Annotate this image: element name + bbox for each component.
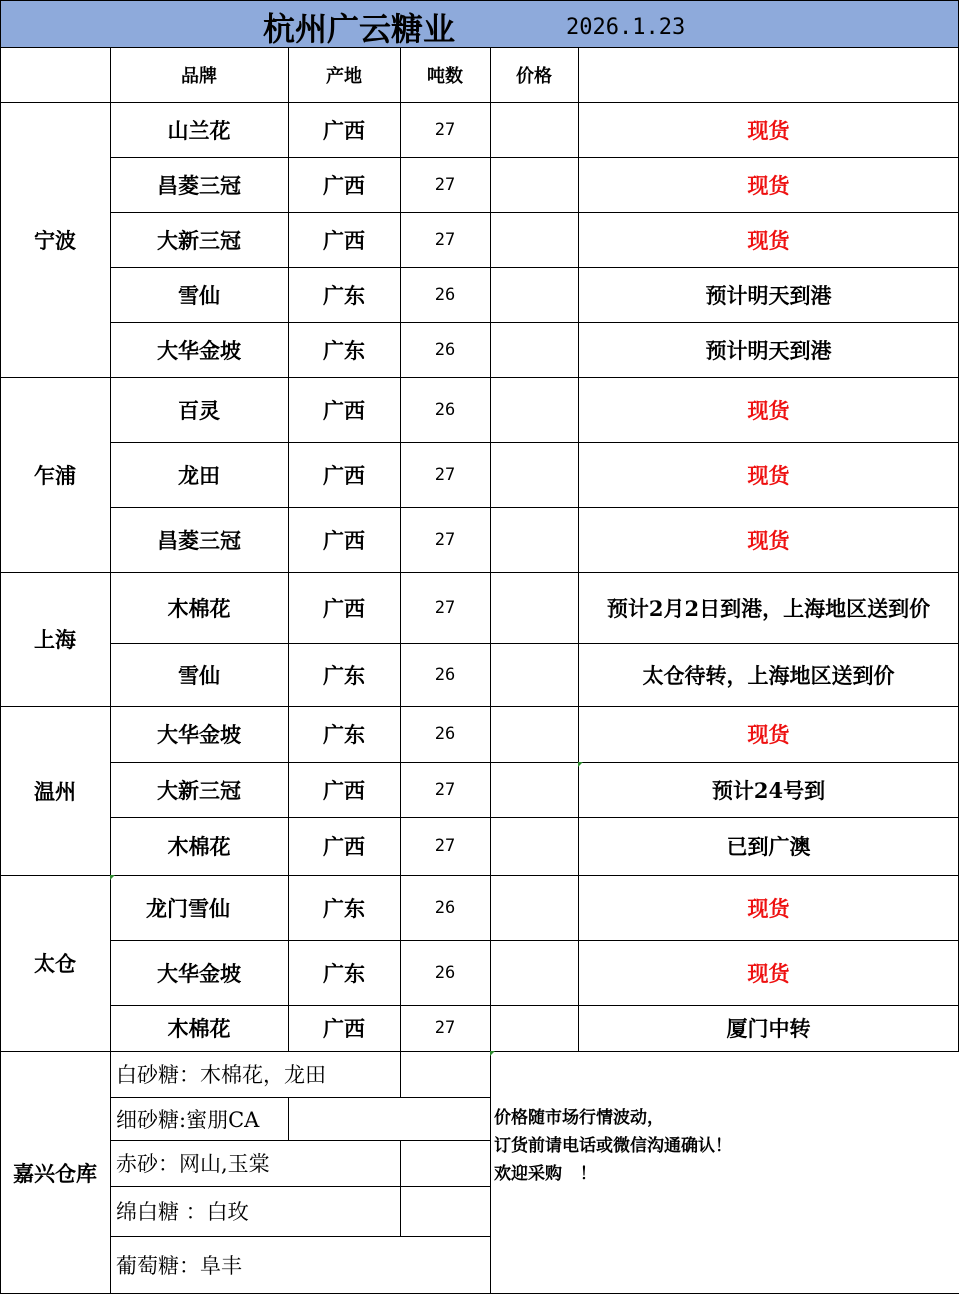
brand-cell: 大华金坡 — [157, 337, 241, 363]
tons-cell: 26 — [434, 962, 456, 983]
origin-cell: 广东 — [323, 282, 365, 308]
price-cell — [490, 322, 578, 377]
tons-cell: 27 — [434, 836, 456, 856]
tons-cell: 26 — [434, 399, 456, 420]
status-cell: 现货 — [747, 895, 790, 921]
tons-cell: 26 — [434, 339, 456, 360]
status-cell: 预计明天到港 — [705, 337, 832, 363]
brand-cell: 大新三冠 — [157, 227, 241, 253]
price-note: 价格随市场行情波动， 订货前请电话或微信沟通确认！ 欢迎采购 ！ — [494, 1108, 732, 1184]
brand-cell: 龙门雪仙 — [146, 895, 230, 921]
tons-cell: 26 — [434, 897, 456, 918]
tons-cell: 26 — [434, 284, 456, 305]
warehouse-item: 细砂糖:蜜朋CA — [116, 1107, 260, 1132]
tons-cell: 27 — [434, 174, 456, 195]
status-cell: 现货 — [747, 227, 790, 253]
origin-cell: 广西 — [323, 527, 365, 553]
price-cell — [490, 157, 578, 212]
origin-cell: 广西 — [323, 1016, 365, 1041]
brand-cell: 雪仙 — [178, 282, 220, 308]
tons-cell: 27 — [434, 229, 456, 250]
status-cell: 太仓待转，上海地区送到价 — [642, 662, 895, 688]
brand-cell: 百灵 — [178, 397, 220, 423]
region-name: 太仓 — [34, 951, 76, 976]
status-cell: 厦门中转 — [726, 1016, 811, 1041]
status-cell: 现货 — [747, 960, 790, 986]
tons-cell: 27 — [434, 119, 456, 140]
brand-cell: 木棉花 — [167, 1016, 231, 1041]
origin-cell: 广西 — [323, 117, 365, 143]
grid-line — [400, 1140, 401, 1236]
tons-cell: 27 — [434, 597, 456, 618]
tons-cell: 27 — [434, 464, 456, 485]
warehouse-item: 白砂糖：木棉花，龙田 — [116, 1063, 326, 1087]
sheet-date: 2026.1.23 — [566, 15, 686, 40]
company-name: 杭州广云糖业 — [263, 10, 456, 48]
status-cell: 已到广澳 — [726, 834, 811, 859]
price-cell — [490, 817, 578, 875]
brand-cell: 雪仙 — [178, 662, 220, 688]
origin-cell: 广东 — [323, 895, 365, 921]
tons-cell: 27 — [434, 779, 456, 800]
origin-cell: 广东 — [323, 960, 365, 986]
price-cell — [490, 762, 578, 817]
price-cell — [490, 377, 578, 442]
brand-cell: 木棉花 — [167, 834, 231, 859]
price-cell — [490, 572, 578, 643]
region-name: 上海 — [34, 627, 76, 652]
warehouse-item: 绵白糖 ：白玫 — [116, 1200, 249, 1224]
region-name: 乍浦 — [34, 462, 76, 488]
price-cell — [490, 267, 578, 322]
brand-cell: 昌菱三冠 — [157, 172, 241, 198]
title-bar — [0, 0, 959, 48]
price-cell — [490, 875, 578, 940]
brand-cell: 大华金坡 — [157, 722, 241, 747]
region-name: 宁波 — [34, 227, 76, 253]
price-cell — [490, 507, 578, 572]
header-origin: 产地 — [326, 66, 362, 87]
header-price: 价格 — [516, 66, 552, 87]
status-cell: 现货 — [747, 397, 790, 423]
origin-cell: 广东 — [323, 722, 365, 747]
tons-cell: 27 — [434, 1018, 456, 1038]
price-cell — [490, 706, 578, 762]
tons-cell: 26 — [434, 664, 456, 685]
price-cell — [490, 940, 578, 1005]
warehouse-item: 葡萄糖：阜丰 — [116, 1254, 242, 1278]
cell-comment-marker — [110, 875, 115, 880]
origin-cell: 广东 — [323, 337, 365, 363]
origin-cell: 广西 — [323, 227, 365, 253]
status-cell: 预计24号到 — [711, 777, 826, 803]
brand-cell: 昌菱三冠 — [157, 527, 241, 553]
price-cell — [490, 212, 578, 267]
price-cell — [490, 442, 578, 507]
region-name: 温州 — [34, 778, 76, 804]
brand-cell: 大新三冠 — [157, 777, 241, 803]
header-brand: 品牌 — [181, 66, 217, 87]
origin-cell: 广东 — [323, 662, 365, 688]
warehouse-item: 赤砂：网山,玉棠 — [116, 1152, 270, 1176]
warehouse-name: 嘉兴仓库 — [13, 1160, 97, 1186]
origin-cell: 广西 — [323, 777, 365, 803]
status-cell: 现货 — [747, 462, 790, 488]
tons-cell: 27 — [434, 529, 456, 550]
brand-cell: 大华金坡 — [157, 960, 241, 986]
price-cell — [490, 1005, 578, 1051]
status-cell: 现货 — [747, 527, 790, 553]
status-cell: 现货 — [747, 172, 790, 198]
grid-line — [400, 1051, 401, 1097]
origin-cell: 广西 — [323, 172, 365, 198]
brand-cell: 木棉花 — [167, 595, 231, 621]
origin-cell: 广西 — [323, 462, 365, 488]
price-cell — [490, 643, 578, 706]
tons-cell: 26 — [434, 724, 456, 744]
origin-cell: 广西 — [323, 834, 365, 859]
grid-line — [288, 1097, 289, 1140]
status-cell: 预计明天到港 — [705, 282, 832, 308]
price-cell — [490, 102, 578, 157]
brand-cell: 山兰花 — [167, 117, 231, 143]
status-cell: 现货 — [747, 117, 790, 143]
status-cell: 预计2月2日到港，上海地区送到价 — [606, 595, 931, 621]
origin-cell: 广西 — [323, 595, 365, 621]
cell-comment-marker — [578, 762, 583, 767]
status-cell: 现货 — [747, 722, 790, 747]
origin-cell: 广西 — [323, 397, 365, 423]
cell-comment-marker — [490, 1051, 495, 1056]
header-tons: 吨数 — [427, 66, 463, 87]
brand-cell: 龙田 — [178, 462, 220, 488]
